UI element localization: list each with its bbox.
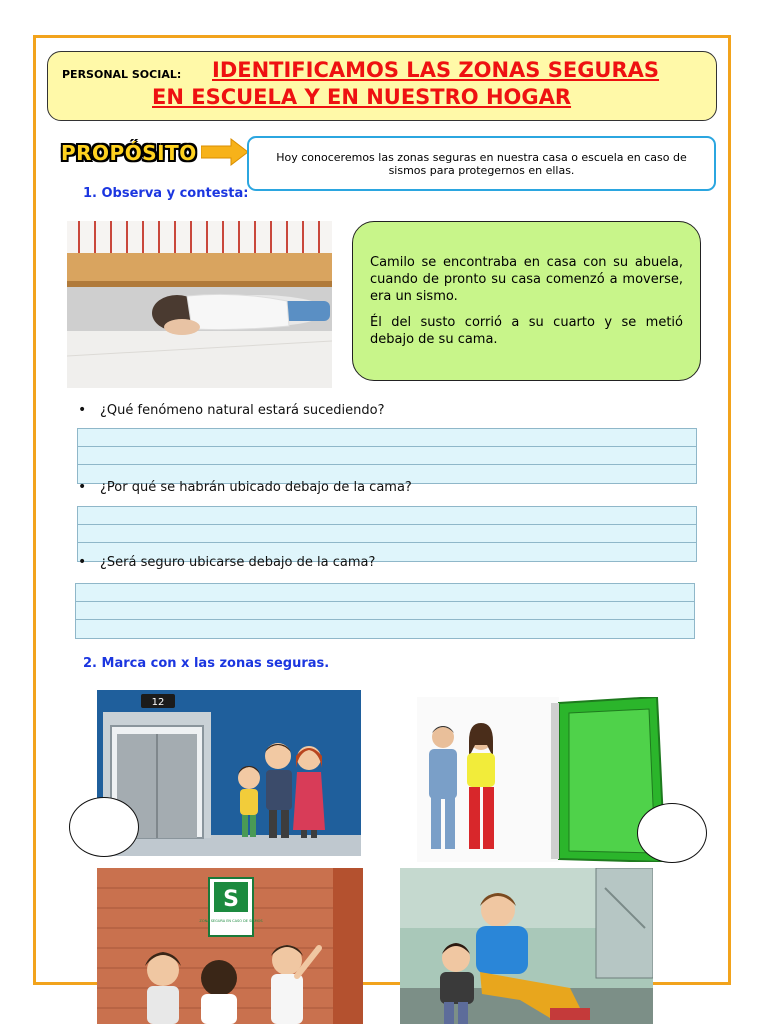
question-2 (78, 479, 412, 495)
subject-label: PERSONAL SOCIAL: (62, 68, 182, 81)
purpose-label: PROPÓSITO (61, 141, 197, 165)
question-3-text: ¿Será seguro ubicarse debajo de la cama? (100, 555, 376, 570)
answer-line[interactable] (78, 525, 696, 543)
story-paragraph-2: Él del susto corrió a su cuarto y se metió debajo de su cama. (370, 315, 683, 347)
title-box (47, 51, 717, 121)
answer-line[interactable] (78, 429, 696, 447)
door-people-image (417, 697, 672, 862)
arrow-right-icon (201, 138, 249, 166)
elevator-floor-display: 12 (151, 697, 165, 708)
bullet-icon: • (78, 554, 87, 570)
question-1 (78, 402, 385, 418)
school-safe-zone-image (97, 868, 363, 1024)
bullet-icon: • (78, 479, 87, 495)
answer-line[interactable] (76, 602, 694, 620)
child-under-bed-photo (67, 221, 332, 388)
question-3 (78, 554, 376, 570)
answer-area-1[interactable] (77, 428, 697, 484)
purpose-text: Hoy conoceremos las zonas seguras en nuestra casa o escuela en caso de sismos para protegernos en ellas. (276, 150, 687, 177)
section1-heading: 1. Observa y contesta: (83, 186, 249, 201)
question-2-text: ¿Por qué se habrán ubicado debajo de la cama? (100, 480, 412, 495)
answer-line[interactable] (76, 620, 694, 638)
question-1-text: ¿Qué fenómeno natural estará sucediendo? (100, 403, 385, 418)
man-boy-image (400, 868, 653, 1024)
mark-circle-elevator[interactable] (69, 797, 139, 857)
safe-sign-text: ZONA SEGURA EN CASO DE SISMOS (199, 919, 263, 923)
safe-sign-letter: S (223, 887, 239, 912)
answer-line[interactable] (78, 507, 696, 525)
answer-line[interactable] (78, 447, 696, 465)
page-title-line1: IDENTIFICAMOS LAS ZONAS SEGURAS (212, 58, 660, 82)
section2-heading: 2. Marca con x las zonas seguras. (83, 656, 330, 671)
answer-area-3[interactable] (75, 583, 695, 639)
story-paragraph-1: Camilo se encontraba en casa con su abuela, cuando de pronto su casa comenzó a moverse, era un sismo. (370, 255, 683, 304)
answer-area-2[interactable] (77, 506, 697, 562)
story-box (352, 221, 701, 381)
page-title-line2: EN ESCUELA Y EN NUESTRO HOGAR (152, 85, 572, 109)
answer-line[interactable] (76, 584, 694, 602)
mark-circle-door[interactable] (637, 803, 707, 863)
purpose-box (247, 136, 716, 191)
bullet-icon: • (78, 402, 87, 418)
